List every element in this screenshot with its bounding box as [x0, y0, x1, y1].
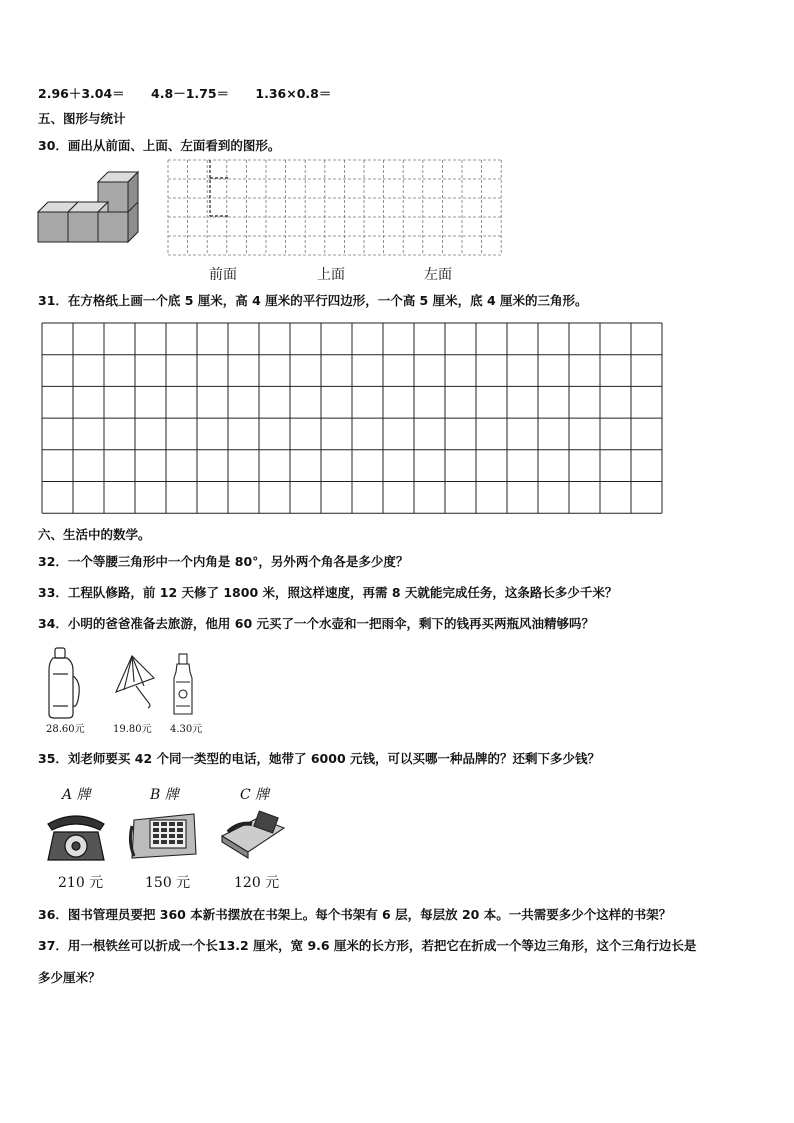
- question-37-line-2: 多少厘米？: [38, 970, 101, 985]
- phone-key: [153, 840, 159, 844]
- phone-key: [177, 822, 183, 826]
- cube-figure: [36, 168, 140, 246]
- brand-a-price: 210 元: [58, 875, 104, 891]
- question-31: 31．在方格纸上画一个底 5 厘米，高 4 厘米的平行四边形，一个高 5 厘米，底 4 厘米的三角形。: [38, 293, 588, 308]
- phone-key: [153, 828, 159, 832]
- phone-key: [153, 834, 159, 838]
- phone-key: [161, 840, 167, 844]
- phone-key: [177, 840, 183, 844]
- question-35: 35．刘老师要买 42 个同一类型的电话，她带了 6000 元钱，可以买哪一种品牌的？还剩下多少钱？: [38, 751, 600, 766]
- price-umbrella: 19.80元: [113, 724, 152, 735]
- equation-3: 1.36×0.8＝: [255, 86, 332, 101]
- question-37-line-1: 37．用一根铁丝可以折成一个长13.2 厘米，宽 9.6 厘米的长方形，若把它在折成一个等边三角形，这个三角行边长是: [38, 938, 697, 953]
- brand-c-price: 120 元: [234, 875, 280, 891]
- phone-key: [161, 822, 167, 826]
- brand-b-price: 150 元: [145, 875, 191, 891]
- question-30: 30．画出从前面、上面、左面看到的图形。: [38, 138, 281, 153]
- brand-b-label: B 牌: [150, 787, 179, 803]
- oil-bottle-icon: [170, 652, 196, 718]
- rotary-phone-icon: [44, 808, 108, 866]
- phone-key: [161, 828, 167, 832]
- question-32: 32．一个等腰三角形中一个内角是 80°，另外两个角各是多少度？: [38, 554, 409, 569]
- view-label-left: 左面: [424, 267, 452, 283]
- brand-a-label: A 牌: [62, 787, 91, 803]
- section-6-title: 六、生活中的数学。: [38, 527, 151, 542]
- phone-key: [169, 828, 175, 832]
- phone-key: [169, 822, 175, 826]
- view-label-top: 上面: [317, 267, 345, 283]
- calc-line: [38, 84, 353, 102]
- phone-key: [177, 828, 183, 832]
- question-34: 34．小明的爸爸准备去旅游，他用 60 元买了一个水壶和一把雨伞，剩下的钱再买两瓶风油精够吗？: [38, 616, 594, 631]
- phone-key: [161, 834, 167, 838]
- keypad-phone-icon: [128, 806, 200, 862]
- view-label-front: 前面: [209, 267, 237, 283]
- water-bottle-icon: [44, 646, 84, 720]
- phone-key: [169, 840, 175, 844]
- section-5-title: 五、图形与统计: [38, 111, 126, 126]
- umbrella-icon: [110, 652, 158, 712]
- view-drawing-grid: [166, 158, 506, 256]
- phone-key: [153, 822, 159, 826]
- brand-c-label: C 牌: [240, 787, 270, 803]
- office-phone-icon: [218, 806, 288, 862]
- question-36: 36．图书管理员要把 360 本新书摆放在书架上。每个书架有 6 层，每层放 20 本。一共需要多少个这样的书架？: [38, 907, 672, 922]
- price-oil: 4.30元: [170, 724, 203, 735]
- equation-1: 2.96＋3.04＝: [38, 86, 125, 101]
- phone-key: [177, 834, 183, 838]
- price-bottle: 28.60元: [46, 724, 85, 735]
- equation-2: 4.8－1.75＝: [151, 86, 230, 101]
- phone-key: [169, 834, 175, 838]
- question-33: 33．工程队修路，前 12 天修了 1800 米，照这样速度，再需 8 天就能完成任务，这条路长多少千米？: [38, 585, 618, 600]
- drawing-grid: [40, 321, 664, 515]
